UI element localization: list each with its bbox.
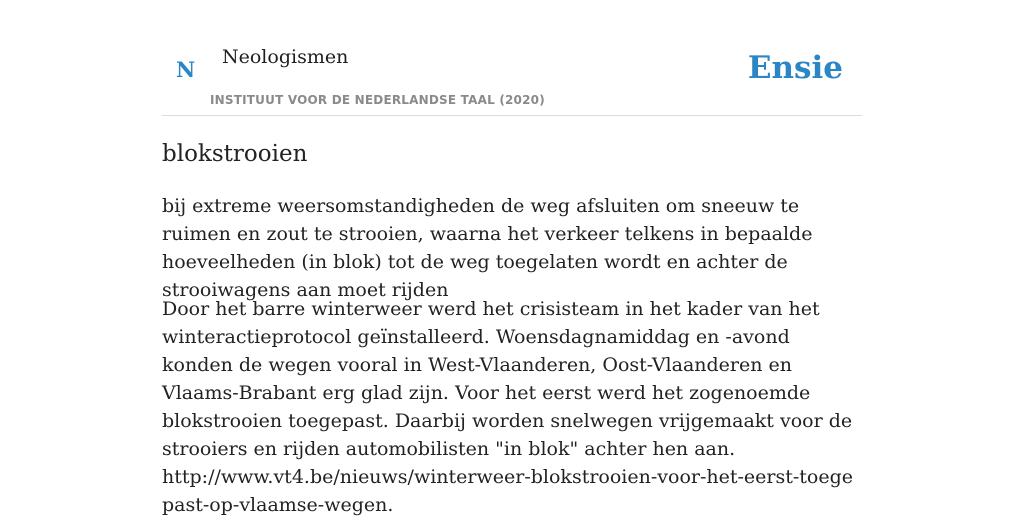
example-block — [162, 295, 862, 519]
card-header — [162, 0, 862, 116]
headword: blokstrooien — [162, 141, 308, 167]
example-text: Door het barre winterweer werd het crisisteam in het kader van het winteractieprotocol geïnstalleerd. Woensdagnamiddag en -avond konden de wegen vooral in West-Vlaanderen, Oost-Vlaanderen en Vlaams-Brabant erg glad zijn. Voor het eerst werd het zogenoemde blokstrooien toegepast. Daarbij worden snelwegen vrijgemaakt voor de strooiers en rijden automobilisten "in blok" achter hen aan. — [162, 298, 853, 460]
definition-text: bij extreme weersomstandigheden de weg afsluiten om sneeuw te ruimen en zout te strooien, waarna het verkeer telkens in bepaalde hoeveelheden (in blok) tot de weg toegelaten wordt en achter de strooiwagens aan moet rijden — [162, 195, 813, 301]
ensie-logo[interactable]: Ensie — [747, 50, 843, 86]
example-source-url[interactable]: http://www.vt4.be/nieuws/winterweer-blokstrooien-voor-het-eerst-toegepast-op-vlaamse-wegen. — [162, 466, 854, 516]
source-initial-badge: N — [176, 57, 196, 82]
entry-card — [162, 0, 862, 516]
source-meta: INSTITUUT VOOR DE NEDERLANDSE TAAL (2020) — [210, 93, 545, 107]
source-name-link[interactable]: Neologismen — [222, 46, 349, 68]
